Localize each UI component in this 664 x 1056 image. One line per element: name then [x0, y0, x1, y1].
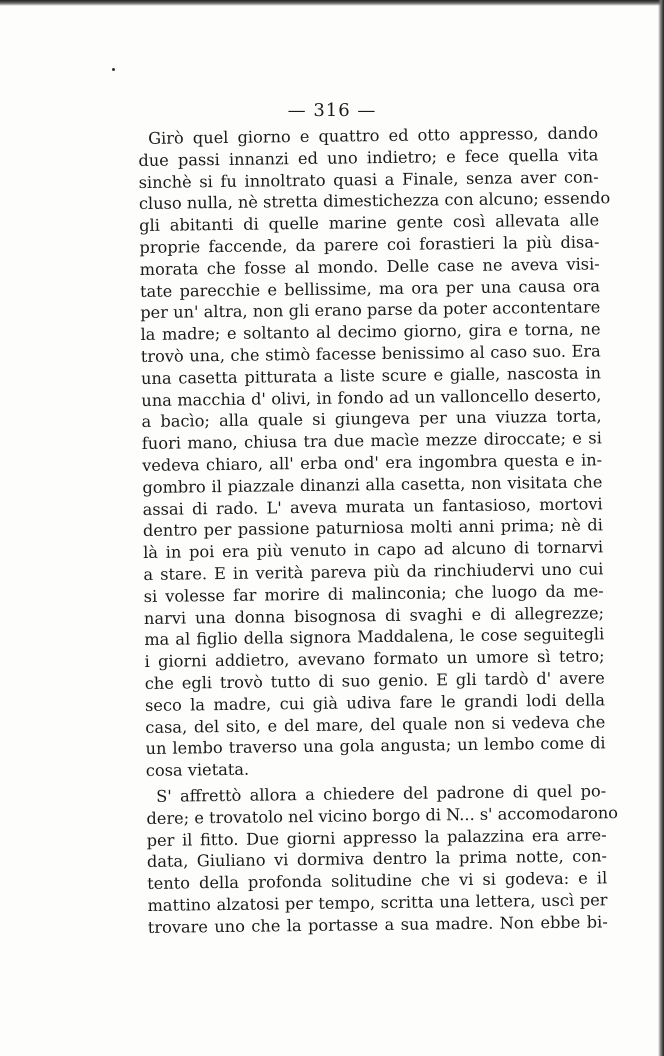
- text-line: un lembo traverso una gola angusta; un lembo come di: [145, 733, 606, 759]
- text-line: per un' altra, non gli erano parse da poter accontentare: [140, 297, 601, 323]
- paragraph-1: [138, 122, 611, 781]
- text-line: per il fitto. Due giorni appresso la palazzina era arre-: [146, 824, 607, 850]
- text-line: narvi una donna bisognosa di svaghi e di allegrezze;: [143, 602, 605, 628]
- text-line: casa, del sito, e del mare, del quale non si vedeva che: [145, 711, 606, 737]
- text-line: là in poi era più venuto in capo ad alcuno di tornarvi: [143, 537, 604, 563]
- text-line: gombro il piazzale dinanzi alla casetta, non visitata che: [142, 472, 603, 497]
- text-line: S' affrettò allora a chiedere del padrone di quel po-: [156, 781, 607, 806]
- text-line: tate parecchie e bellissime, ma ora per una causa ora: [139, 275, 601, 301]
- text-line: una casetta pitturata a liste scure e gialle, nascosta in: [140, 363, 602, 388]
- text-line: gli abitanti di quelle marine gente così allevata alle: [139, 210, 600, 236]
- text-line: Girò quel giorno e quattro ed otto appresso, dando: [148, 123, 599, 148]
- paragraph-2: [146, 780, 619, 938]
- text-line: che egli trovò tutto di suo genio. E gli tardò d' avere: [144, 668, 605, 693]
- text-line: due passi innanzi ed uno indietro; e fece quella vita: [138, 145, 599, 170]
- text-line: data, Giuliano vi dormiva dentro la prima notte, con-: [146, 846, 608, 872]
- body-text: [138, 122, 619, 938]
- scan-edge-right: [658, 0, 664, 1056]
- text-line: a bacìo; alla quale si giungeva per una viuzza torta,: [141, 406, 602, 432]
- scan-edge-top: [0, 0, 664, 6]
- text-line: cosa vietata.: [145, 759, 250, 781]
- text-line: vedeva chiaro, all' erba ond' era ingombra questa e in-: [142, 450, 603, 475]
- text-line: morata che fosse al mondo. Delle case ne aveva visi-: [139, 254, 600, 279]
- text-line: seco la madre, cui già udiva fare le grandi lodi della: [144, 690, 606, 715]
- text-line: i giorni addietro, avevano formato un umore sì tetro;: [144, 646, 605, 672]
- text-line: la madre; e soltanto al decimo giorno, gira e torna, ne: [140, 319, 601, 345]
- text-line: proprie faccende, da parere coi forastieri la più disa-: [139, 232, 600, 257]
- text-line: dentro per passione paturniosa molti anni prima; nè di: [142, 515, 604, 541]
- text-line: dere; e trovatolo nel vicino borgo di N... s' accomodarono: [146, 802, 619, 828]
- text-line: trovò una, che stimò facesse benissimo al caso suo. Era: [140, 341, 601, 366]
- text-line: tento della profonda solitudine che vi si godeva: e il: [147, 868, 608, 894]
- text-line: una macchia d' olivi, in fondo ad un valloncello deserto,: [141, 384, 602, 410]
- text-line: mattino alzatosi per tempo, scritta una lettera, uscì per: [147, 890, 608, 915]
- text-line: cluso nulla, nè stretta dimestichezza con alcuno; essendo: [138, 188, 611, 214]
- text-line: sinchè si fu innoltrato quasi a Finale, senza aver con-: [138, 166, 599, 192]
- text-line: fuori mano, chiusa tra due macìe mezze diroccate; e si: [141, 428, 602, 454]
- text-line: a stare. E in verità pareva più da rinchiudervi uno cui: [143, 559, 604, 584]
- ink-speck: [112, 68, 115, 71]
- text-line: trovare uno che la portasse a sua madre. Non ebbe bi-: [147, 912, 608, 937]
- page-number: — 316 —: [287, 100, 377, 121]
- text-line: ma al figlio della signora Maddalena, le cose seguitegli: [144, 624, 605, 650]
- text-line: si volesse far morire di malinconia; che luogo da me-: [143, 581, 604, 606]
- text-line: assai di rado. L' aveva murata un fantasioso, mortovi: [142, 493, 603, 519]
